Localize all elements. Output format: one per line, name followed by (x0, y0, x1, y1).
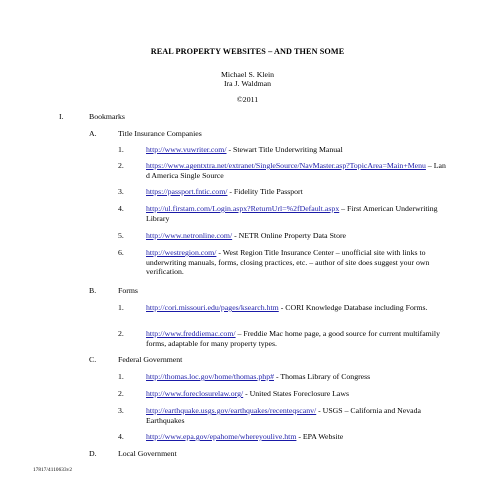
subsection-letter: C. (89, 355, 97, 364)
bookmark-link[interactable]: http://earthquake.usgs.gov/earthquakes/recenteqscanv/ (146, 406, 317, 415)
list-item-number: 1. (118, 372, 124, 381)
list-item-number: 2. (118, 329, 124, 338)
list-item (146, 145, 446, 155)
subsection-heading: Federal Government (118, 355, 183, 364)
list-item (146, 389, 446, 399)
list-item-number: 2. (118, 161, 124, 170)
list-item (146, 187, 446, 197)
list-item-number: 3. (118, 187, 124, 196)
subsection-heading: Title Insurance Companies (118, 129, 202, 138)
link-description: – Land America Single Source (146, 161, 446, 180)
list-item (146, 329, 446, 348)
document-footer-id: 17817/4110633v2 (33, 467, 73, 473)
list-item-number: 1. (118, 303, 124, 312)
link-description: - United States Foreclosure Laws (243, 389, 350, 398)
link-description: - Stewart Title Underwriting Manual (226, 145, 343, 154)
subsection-letter: A. (89, 129, 97, 138)
link-description: - NETR Online Property Data Store (232, 231, 347, 240)
list-item (146, 204, 446, 223)
list-item-number: 2. (118, 389, 124, 398)
copyright-line: ©2011 (236, 95, 259, 104)
document-title: REAL PROPERTY WEBSITES – AND THEN SOME (150, 47, 345, 56)
bookmark-link[interactable]: https://www.agentxtra.net/extranet/SingleSource/NavMaster.asp?TopicArea=Main+Menu (146, 161, 426, 170)
link-description: – Freddie Mac home page, a good source for current multifamily forms, adaptable for many property types. (146, 329, 440, 348)
list-item (146, 406, 446, 425)
bookmark-link[interactable]: http://westregion.com/ (146, 248, 217, 257)
list-item-number: 5. (118, 231, 124, 240)
list-item (146, 248, 446, 277)
subsection-letter: D. (89, 449, 97, 458)
list-item (146, 161, 446, 180)
bookmark-link[interactable]: http://www.freddiemac.com/ (146, 329, 236, 338)
bookmark-link[interactable]: http://cori.missouri.edu/pages/ksearch.htm (146, 303, 279, 312)
bookmark-link[interactable]: http://ul.firstam.com/Login.aspx?ReturnUrl=%2fDefault.aspx (146, 204, 340, 213)
link-description: - West Region Title Insurance Center – unofficial site with links to underwriting manuals, forms, closing practices, etc. – author of site does suggest your own verification. (146, 248, 430, 277)
list-item-number: 6. (118, 248, 124, 257)
subsection-heading: Local Government (118, 449, 177, 458)
list-item-number: 4. (118, 204, 124, 213)
subsection-letter: B. (89, 286, 97, 295)
list-item (146, 303, 446, 313)
bookmark-link[interactable]: http://www.foreclosurelaw.org/ (146, 389, 244, 398)
subsection-heading: Forms (118, 286, 138, 295)
link-description: - Fidelity Title Passport (227, 187, 303, 196)
bookmark-link[interactable]: http://thomas.loc.gov/home/thomas.php# (146, 372, 274, 381)
bookmark-link[interactable]: https://passport.fntic.com/ (146, 187, 228, 196)
list-item-number: 1. (118, 145, 124, 154)
list-item (146, 432, 446, 442)
link-description: - CORI Knowledge Database including Forms. (278, 303, 428, 312)
bookmark-link[interactable]: http://www.epa.gov/epahome/whereyoulive.htm (146, 432, 297, 441)
link-description: - USGS – California and Nevada Earthquakes (146, 406, 421, 425)
list-item (146, 372, 446, 382)
author-name: Ira J. Waldman (223, 79, 272, 88)
section-heading: Bookmarks (89, 112, 125, 121)
author-name: Michael S. Klein (220, 70, 275, 79)
bookmark-link[interactable]: http://www.netronline.com/ (146, 231, 233, 240)
link-description: - Thomas Library of Congress (274, 372, 371, 381)
section-number: I. (59, 112, 64, 121)
list-item-number: 3. (118, 406, 124, 415)
link-description: - EPA Website (296, 432, 344, 441)
list-item (146, 231, 446, 241)
link-description: – First American Underwriting Library (146, 204, 438, 223)
list-item-number: 4. (118, 432, 124, 441)
bookmark-link[interactable]: http://www.vuwriter.com/ (146, 145, 227, 154)
